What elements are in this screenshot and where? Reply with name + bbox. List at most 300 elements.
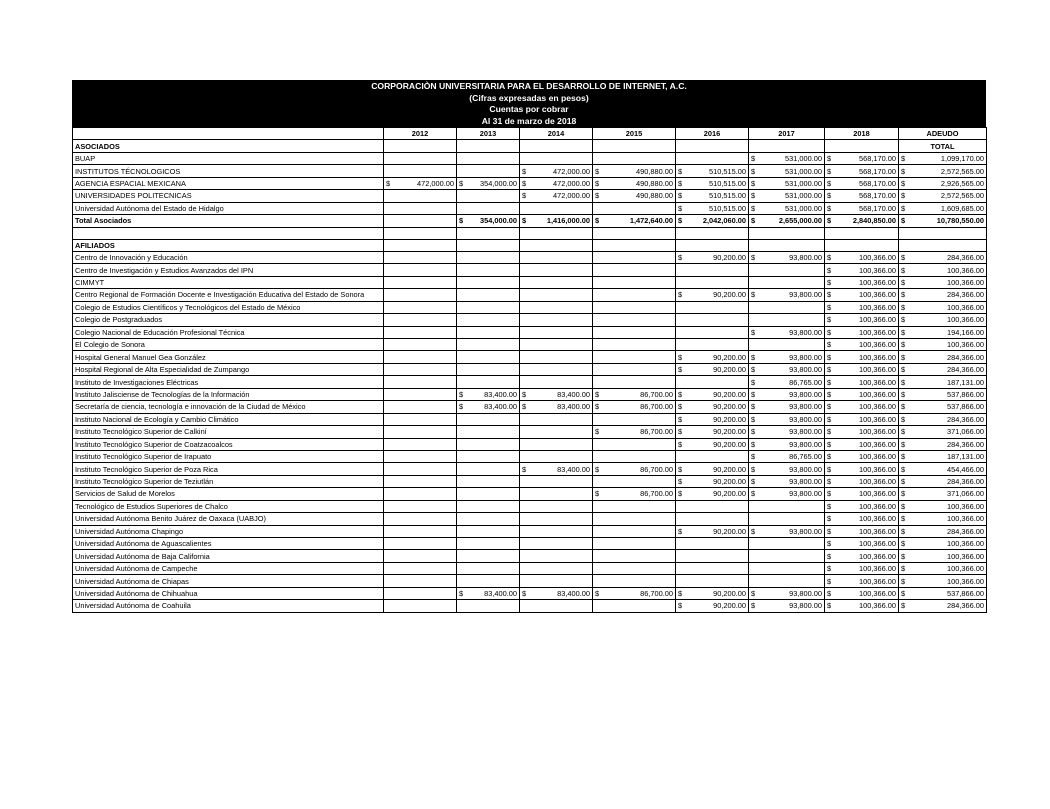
currency-symbol: $ (751, 452, 756, 462)
amount (595, 190, 673, 201)
institution-value-cell (749, 202, 825, 214)
institution-value-cell (825, 562, 899, 574)
table-row (73, 538, 987, 550)
currency-symbol: $ (595, 178, 600, 188)
amount (751, 414, 822, 425)
institution-value-cell (676, 600, 749, 612)
table-row (73, 152, 987, 164)
institution-value-cell (593, 314, 676, 326)
amount-value: 10,780,550.00 (936, 216, 984, 226)
amount (827, 352, 896, 363)
currency-symbol: $ (678, 290, 683, 300)
institution-name-text: Instituto Tecnológico Superior de Irapuato (75, 452, 212, 462)
currency-symbol: $ (827, 452, 832, 462)
table-row (73, 600, 987, 612)
institution-value-cell (457, 500, 520, 512)
blank-cell (825, 239, 899, 251)
currency-symbol: $ (827, 178, 832, 188)
institution-value-cell (520, 575, 593, 587)
amount (678, 464, 746, 475)
year-header-cell: 2017 (749, 128, 825, 140)
currency-symbol: $ (901, 576, 906, 586)
institution-value-cell (593, 276, 676, 288)
institution-value-cell (749, 326, 825, 338)
report-date: Al 31 de marzo de 2018 (481, 115, 577, 126)
institution-name-text: AGENCIA ESPACIAL MEXICANA (75, 178, 186, 188)
currency-symbol: $ (901, 278, 906, 288)
institution-value-cell (899, 538, 987, 550)
currency-symbol: $ (827, 315, 832, 325)
currency-symbol: $ (751, 402, 756, 412)
institution-value-cell (520, 450, 593, 462)
currency-symbol: $ (827, 427, 832, 437)
amount-value: 568,170.00 (859, 166, 896, 176)
institution-name-text: Instituto de Investigaciones Eléctricas (75, 377, 199, 387)
amount (595, 426, 673, 437)
amount (751, 426, 822, 437)
institution-value-cell (825, 152, 899, 164)
institution-value-cell (749, 525, 825, 537)
currency-symbol: $ (678, 601, 683, 611)
institution-value-cell (676, 450, 749, 462)
institution-value-cell (593, 475, 676, 487)
currency-symbol: $ (522, 166, 527, 176)
institution-value-cell (457, 276, 520, 288)
currency-symbol: $ (678, 489, 683, 499)
institution-name-text: Universidad Autónoma de Aguascalientes (75, 539, 212, 549)
currency-symbol: $ (595, 216, 600, 226)
currency-symbol: $ (522, 389, 527, 399)
currency-symbol: $ (901, 216, 906, 226)
amount-value: 490,880.00 (636, 166, 673, 176)
institution-value-cell (749, 339, 825, 351)
amount-value: 86,700.00 (640, 489, 673, 499)
amount-value: 86,700.00 (640, 427, 673, 437)
amount-value: 490,880.00 (636, 178, 673, 188)
blank-cell (593, 140, 676, 152)
currency-symbol: $ (827, 377, 832, 387)
amount-value: 1,472,640.00 (629, 216, 673, 226)
institution-value-cell (520, 475, 593, 487)
institution-value-cell (676, 426, 749, 438)
amount (751, 289, 822, 300)
amount-value: 100,366.00 (859, 526, 896, 536)
institution-value-cell (384, 251, 457, 263)
currency-symbol: $ (751, 526, 756, 536)
institution-value-cell (899, 276, 987, 288)
table-row (73, 562, 987, 574)
institution-value-cell (749, 488, 825, 500)
institution-value-cell (825, 363, 899, 375)
amount-value: 2,042,060.00 (702, 216, 746, 226)
institution-name (73, 301, 384, 313)
amount (522, 215, 590, 226)
amount-value: 100,366.00 (859, 427, 896, 437)
institution-value-cell (457, 177, 520, 189)
institution-name-text: Centro de Innovación y Educación (75, 253, 188, 263)
amount (827, 302, 896, 313)
amount-value: 83,400.00 (484, 402, 517, 412)
institution-value-cell (593, 202, 676, 214)
amount-value: 83,400.00 (484, 389, 517, 399)
institution-value-cell (520, 363, 593, 375)
institution-value-cell (457, 388, 520, 400)
amount (522, 190, 590, 201)
institution-value-cell (899, 376, 987, 388)
institution-value-cell (384, 550, 457, 562)
currency-symbol: $ (827, 203, 832, 213)
institution-name-text: Universidad Autónoma de Coahuila (75, 601, 191, 611)
currency-symbol: $ (678, 203, 683, 213)
institution-value-cell (899, 251, 987, 263)
table-row (73, 450, 987, 462)
institution-value-cell (899, 363, 987, 375)
amount (901, 265, 984, 276)
amount-value: 90,200.00 (713, 489, 746, 499)
institution-name-text: INSTITUTOS TÉCNOLOGICOS (75, 166, 181, 176)
currency-symbol: $ (901, 601, 906, 611)
currency-symbol: $ (751, 203, 756, 213)
amount (827, 501, 896, 512)
amount (827, 364, 896, 375)
institution-value-cell (593, 575, 676, 587)
table-row (73, 289, 987, 301)
amount (678, 588, 746, 599)
amount-value: 100,366.00 (859, 452, 896, 462)
institution-value-cell (899, 177, 987, 189)
amount (901, 526, 984, 537)
institution-value-cell (825, 525, 899, 537)
institution-name-text: Servicios de Salud de Morelos (75, 489, 175, 499)
institution-name-text: Secretaría de ciencia, tecnología e innovación de la Ciudad de México (75, 402, 306, 412)
amount-value: 100,366.00 (859, 464, 896, 474)
amount-value: 100,366.00 (859, 352, 896, 362)
amount (459, 389, 517, 400)
amount-value: 100,366.00 (947, 278, 984, 288)
year-header-cell: ADEUDO (899, 128, 987, 140)
institution-value-cell (457, 488, 520, 500)
institution-value-cell (676, 488, 749, 500)
institution-value-cell (520, 438, 593, 450)
institution-value-cell (384, 190, 457, 202)
amount-value: 93,800.00 (789, 365, 822, 375)
amount-value: 100,366.00 (859, 514, 896, 524)
institution-name (73, 401, 384, 413)
amount (595, 389, 673, 400)
institution-value-cell (749, 289, 825, 301)
amount-value: 510,515.00 (709, 178, 746, 188)
amount (901, 289, 984, 300)
amount (678, 526, 746, 537)
institution-value-cell (899, 450, 987, 462)
institution-value-cell (457, 463, 520, 475)
table-row (73, 251, 987, 263)
institution-name (73, 500, 384, 512)
amount-value: 93,800.00 (789, 389, 822, 399)
currency-symbol: $ (901, 166, 906, 176)
institution-value-cell (593, 488, 676, 500)
amount-value: 100,366.00 (859, 601, 896, 611)
institution-name (73, 376, 384, 388)
institution-value-cell (457, 413, 520, 425)
section-row-afiliados (73, 239, 987, 251)
currency-symbol: $ (595, 489, 600, 499)
currency-symbol: $ (901, 327, 906, 337)
institution-value-cell (676, 388, 749, 400)
institution-value-cell (384, 264, 457, 276)
institution-value-cell (899, 525, 987, 537)
currency-symbol: $ (751, 290, 756, 300)
currency-symbol: $ (901, 439, 906, 449)
institution-value-cell (593, 339, 676, 351)
institution-value-cell (899, 575, 987, 587)
amount (901, 178, 984, 189)
institution-name (73, 339, 384, 351)
total-value-cell (899, 215, 987, 227)
amount-value: 371,066.00 (947, 489, 984, 499)
currency-symbol: $ (827, 539, 832, 549)
currency-symbol: $ (459, 588, 464, 598)
currency-symbol: $ (827, 389, 832, 399)
institution-value-cell (520, 500, 593, 512)
institution-value-cell (899, 475, 987, 487)
institution-value-cell (384, 538, 457, 550)
currency-symbol: $ (827, 278, 832, 288)
institution-name (73, 426, 384, 438)
amount-value: 90,200.00 (713, 526, 746, 536)
currency-symbol: $ (751, 216, 756, 226)
amount-value: 568,170.00 (859, 191, 896, 201)
amount-value: 568,170.00 (859, 178, 896, 188)
currency-symbol: $ (901, 489, 906, 499)
currency-symbol: $ (827, 464, 832, 474)
amount-value: 83,400.00 (557, 588, 590, 598)
amount (751, 451, 822, 462)
amount (678, 389, 746, 400)
institution-value-cell (676, 165, 749, 177)
amount (459, 588, 517, 599)
table-row (73, 314, 987, 326)
institution-value-cell (676, 376, 749, 388)
institution-name-text: Instituto Tecnológico Superior de Calkiní (75, 427, 207, 437)
amount-value: 90,200.00 (713, 464, 746, 474)
amount-value: 100,366.00 (859, 340, 896, 350)
amount (751, 488, 822, 499)
amount-value: 100,366.00 (859, 489, 896, 499)
institution-value-cell (593, 401, 676, 413)
institution-value-cell (520, 314, 593, 326)
table-row (73, 488, 987, 500)
amount-value: 100,366.00 (947, 340, 984, 350)
institution-value-cell (825, 190, 899, 202)
amount-value: 284,366.00 (947, 526, 984, 536)
amount-value: 93,800.00 (789, 290, 822, 300)
currency-symbol: $ (827, 365, 832, 375)
table-row (73, 190, 987, 202)
institution-value-cell (593, 500, 676, 512)
institution-name (73, 388, 384, 400)
amount (751, 178, 822, 189)
institution-value-cell (457, 289, 520, 301)
institution-value-cell (676, 190, 749, 202)
institution-value-cell (749, 600, 825, 612)
institution-value-cell (457, 525, 520, 537)
institution-value-cell (899, 264, 987, 276)
amount (751, 215, 822, 226)
total-row-asociados (73, 215, 987, 227)
amount-value: 100,366.00 (859, 588, 896, 598)
currency-symbol: $ (678, 253, 683, 263)
amount-value: 90,200.00 (713, 389, 746, 399)
institution-value-cell (825, 177, 899, 189)
currency-symbol: $ (678, 402, 683, 412)
currency-symbol: $ (827, 302, 832, 312)
currency-symbol: $ (751, 327, 756, 337)
institution-value-cell (825, 202, 899, 214)
institution-value-cell (899, 314, 987, 326)
institution-value-cell (593, 538, 676, 550)
institution-value-cell (825, 475, 899, 487)
institution-value-cell (520, 550, 593, 562)
currency-symbol: $ (459, 178, 464, 188)
amount-value: 2,655,000.00 (778, 216, 822, 226)
amount-value: 531,000.00 (785, 166, 822, 176)
amount-value: 100,366.00 (859, 253, 896, 263)
institution-value-cell (520, 301, 593, 313)
amount (827, 476, 896, 487)
institution-name (73, 525, 384, 537)
amount-value: 100,366.00 (859, 551, 896, 561)
institution-value-cell (749, 314, 825, 326)
amount (827, 339, 896, 350)
amount (678, 401, 746, 412)
institution-value-cell (457, 152, 520, 164)
institution-value-cell (593, 326, 676, 338)
year-header-cell: 2012 (384, 128, 457, 140)
table-row (73, 475, 987, 487)
amount (901, 215, 984, 226)
amount-value: 93,800.00 (789, 414, 822, 424)
currency-symbol: $ (827, 191, 832, 201)
institution-value-cell (749, 438, 825, 450)
institution-value-cell (384, 575, 457, 587)
institution-value-cell (676, 301, 749, 313)
currency-symbol: $ (678, 352, 683, 362)
amount-value: 100,366.00 (859, 477, 896, 487)
currency-symbol: $ (827, 514, 832, 524)
amount-value: 510,515.00 (709, 166, 746, 176)
amount (459, 215, 517, 226)
amount-value: 284,366.00 (947, 477, 984, 487)
institution-name (73, 165, 384, 177)
currency-symbol: $ (827, 352, 832, 362)
currency-symbol: $ (901, 477, 906, 487)
institution-value-cell (457, 251, 520, 263)
institution-value-cell (520, 525, 593, 537)
institution-name (73, 587, 384, 599)
institution-value-cell (457, 426, 520, 438)
amount-value: 100,366.00 (947, 576, 984, 586)
total-value-cell (749, 215, 825, 227)
blank-cell (520, 140, 593, 152)
institution-value-cell (384, 600, 457, 612)
blank-cell (457, 227, 520, 239)
institution-name (73, 326, 384, 338)
amount-value: 90,200.00 (713, 402, 746, 412)
institution-value-cell (676, 475, 749, 487)
currency-symbol: $ (522, 402, 527, 412)
amount (901, 314, 984, 325)
year-header-cell: 2015 (593, 128, 676, 140)
total-value-cell (384, 215, 457, 227)
table-row (73, 264, 987, 276)
amount (901, 377, 984, 388)
institution-value-cell (825, 550, 899, 562)
institution-value-cell (676, 575, 749, 587)
amount (459, 178, 517, 189)
amount-value: 531,000.00 (785, 178, 822, 188)
institution-value-cell (457, 401, 520, 413)
currency-symbol: $ (827, 166, 832, 176)
institution-value-cell (749, 463, 825, 475)
amount-value: 100,366.00 (947, 302, 984, 312)
currency-symbol: $ (827, 265, 832, 275)
amount-value: 537,866.00 (947, 389, 984, 399)
institution-value-cell (384, 463, 457, 475)
amount (901, 426, 984, 437)
blank-cell (749, 239, 825, 251)
total-value-cell (457, 215, 520, 227)
amount (901, 501, 984, 512)
receivables-sheet (72, 80, 986, 613)
currency-symbol: $ (595, 389, 600, 399)
currency-symbol: $ (678, 389, 683, 399)
amount (751, 476, 822, 487)
amount (901, 153, 984, 164)
institution-value-cell (676, 401, 749, 413)
institution-value-cell (520, 600, 593, 612)
amount-value: 472,000.00 (553, 166, 590, 176)
amount (901, 600, 984, 611)
currency-symbol: $ (459, 402, 464, 412)
institution-value-cell (825, 289, 899, 301)
currency-symbol: $ (595, 464, 600, 474)
table-row (73, 363, 987, 375)
institution-value-cell (593, 450, 676, 462)
table-row (73, 165, 987, 177)
amount (901, 190, 984, 201)
institution-value-cell (749, 264, 825, 276)
amount (901, 327, 984, 338)
institution-value-cell (899, 513, 987, 525)
amount (901, 563, 984, 574)
amount-value: 472,000.00 (553, 178, 590, 188)
currency-symbol: $ (751, 439, 756, 449)
institution-name (73, 562, 384, 574)
amount (901, 576, 984, 587)
amount (522, 178, 590, 189)
amount-value: 90,200.00 (713, 588, 746, 598)
amount (901, 414, 984, 425)
institution-name (73, 450, 384, 462)
institution-value-cell (593, 251, 676, 263)
institution-value-cell (384, 376, 457, 388)
blank-cell (899, 239, 987, 251)
currency-symbol: $ (901, 427, 906, 437)
institution-value-cell (676, 251, 749, 263)
institution-value-cell (384, 401, 457, 413)
currency-symbol: $ (751, 166, 756, 176)
